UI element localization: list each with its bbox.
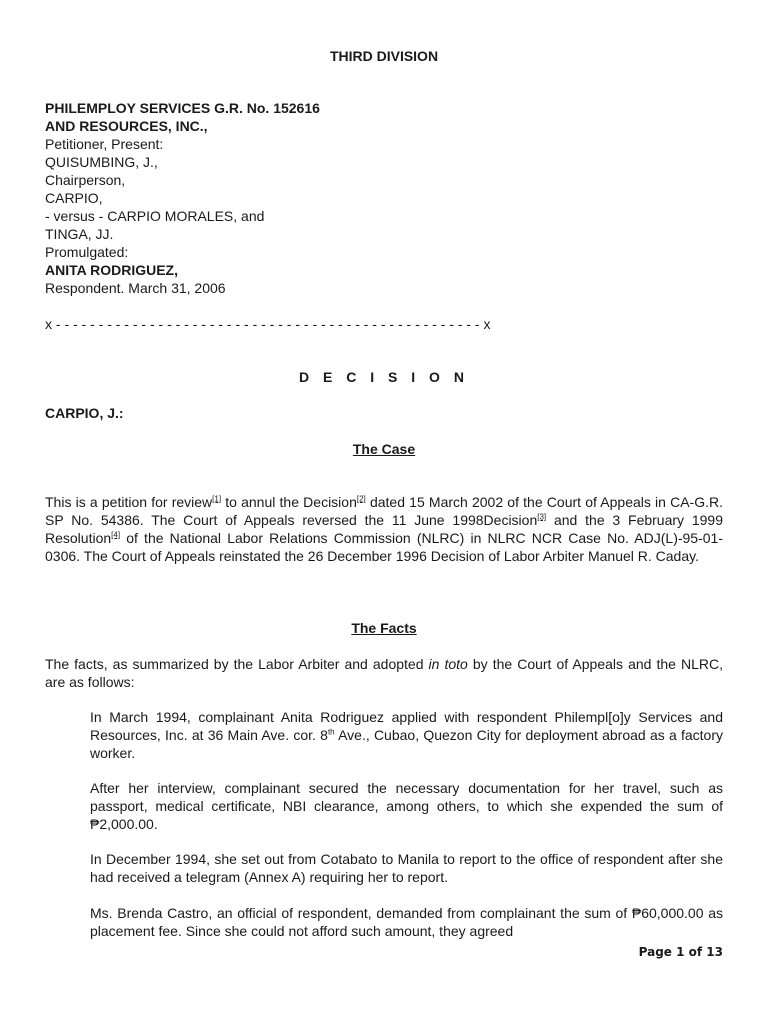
caption-line-respondent-name: ANITA RODRIGUEZ, <box>45 262 178 278</box>
case-caption <box>45 99 723 297</box>
caption-line: TINGA, JJ. <box>45 226 114 242</box>
footnote-link[interactable]: [3] <box>537 512 547 522</box>
footnote-link[interactable]: [4] <box>111 530 121 540</box>
decision-heading: D E C I S I O N <box>299 369 469 385</box>
quoted-paragraph: Ms. Brenda Castro, an official of respondent, demanded from complainant the sum of ₱60,000.00 as placement fee. Since she could not afford such amount, they agreed <box>90 905 723 939</box>
quoted-paragraph: After her interview, complainant secured the necessary documentation for her travel, such as passport, medical certificate, NBI clearance, among others, to which she expended the sum of ₱2,000.00. <box>90 780 723 832</box>
separator-line: x - - - - - - - - - - - - - - - - - - - - - - - - - - - - - - - - - - - - - - - - - - - - - - - - - - x <box>45 316 491 332</box>
caption-line: - versus - CARPIO MORALES, and <box>45 208 265 224</box>
page-number: Page 1 of 13 <box>638 945 723 959</box>
footnote-link[interactable]: [1] <box>212 494 222 504</box>
quoted-paragraph: In December 1994, she set out from Cotabato to Manila to report to the office of respondent after she had received a telegram (Annex A) requiring her to report. <box>90 851 723 885</box>
caption-line: CARPIO, <box>45 190 103 206</box>
facts-heading: The Facts <box>351 620 417 636</box>
caption-line-petitioner-name: PHILEMPLOY SERVICES G.R. No. 152616 <box>45 100 320 116</box>
case-heading: The Case <box>352 441 416 457</box>
division-title: THIRD DIVISION <box>329 48 439 64</box>
quoted-paragraph: In March 1994, complainant Anita Rodriguez applied with respondent Philempl[o]y Services and Resources, Inc. at 36 Main Ave. cor. 8th Ave., Cubao, Quezon City for deployment abroad as a factory worker. <box>90 709 723 761</box>
caption-line-petitioner-name-cont: AND RESOURCES, INC., <box>45 118 208 134</box>
caption-line: Promulgated: <box>45 244 129 260</box>
caption-line: Chairperson, <box>45 172 126 188</box>
case-paragraph: This is a petition for review[1] to annul the Decision[2] dated 15 March 2002 of the Court of Appeals in CA-G.R. SP No. 54386. The Court of Appeals reversed the 11 June 1998Decision[3] and the 3 February 1999 Resolution[4] of the National Labor Relations Commission (NLRC) in NLRC NCR Case No. ADJ(L)-95-01-0306. The Court of Appeals reinstated the 26 December 1996 Decision of Labor Arbiter Manuel R. Caday. <box>45 494 724 564</box>
caption-line: Respondent. March 31, 2006 <box>45 280 226 296</box>
footnote-link[interactable]: [2] <box>356 494 366 504</box>
caption-line: QUISUMBING, J., <box>45 154 158 170</box>
facts-intro-paragraph: The facts, as summarized by the Labor Arbiter and adopted in toto by the Court of Appeals and the NLRC, are as follows: <box>45 656 723 690</box>
ponente: CARPIO, J.: <box>45 405 124 421</box>
caption-line: Petitioner, Present: <box>45 136 164 152</box>
